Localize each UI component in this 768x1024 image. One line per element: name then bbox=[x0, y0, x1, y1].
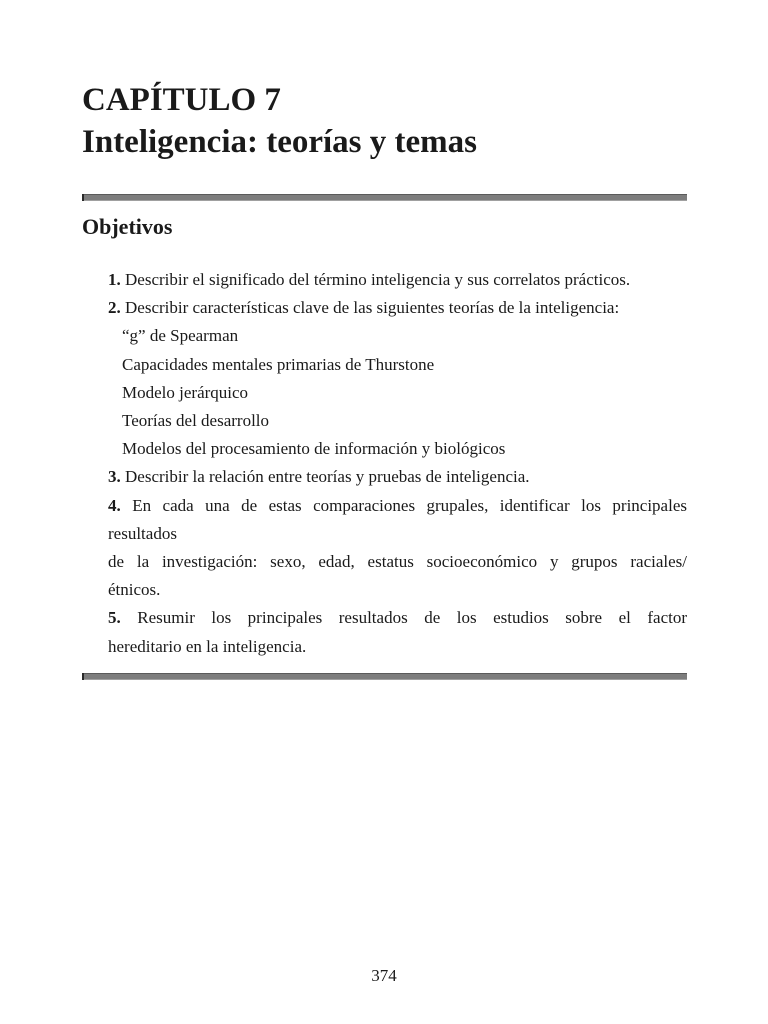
objective-subitem: Teorías del desarrollo bbox=[122, 411, 270, 431]
page-number: 374 bbox=[371, 966, 397, 985]
objective-continuation: de la investigación: sexo, edad, estatus socioeconómico y grupos raciales/ bbox=[108, 552, 687, 572]
objective-subitem: Capacidades mentales primarias de Thurstone bbox=[122, 354, 435, 374]
objectives-list bbox=[108, 266, 687, 661]
objective-subitem: “g” de Spearman bbox=[122, 326, 239, 346]
objective-continuation: étnicos. bbox=[108, 580, 161, 600]
chapter-title: Inteligencia: teorías y temas bbox=[82, 124, 477, 160]
objective-item-1: 1. Describir el significado del término inteligencia y sus correlatos prácticos. bbox=[108, 270, 631, 289]
bottom-divider bbox=[82, 673, 687, 680]
objective-continuation: hereditario en la inteligencia. bbox=[108, 636, 307, 656]
objectives-heading: Objetivos bbox=[82, 214, 173, 239]
objective-continuation: resultados bbox=[108, 523, 177, 543]
objective-subitem: Modelo jerárquico bbox=[122, 382, 249, 402]
objective-subitem: Modelos del procesamiento de información y biológicos bbox=[122, 439, 506, 459]
objective-item-2: 2. Describir características clave de las siguientes teorías de la inteligencia: bbox=[108, 298, 620, 318]
top-divider bbox=[82, 194, 687, 201]
objective-item-3: 3. Describir la relación entre teorías y pruebas de inteligencia. bbox=[108, 467, 530, 487]
objective-item-5: 5. Resumir los principales resultados de los estudios sobre el factor bbox=[108, 608, 688, 628]
objective-item-4: 4. En cada una de estas comparaciones grupales, identificar los principales bbox=[108, 495, 687, 515]
chapter-number: CAPÍTULO 7 bbox=[82, 82, 281, 118]
